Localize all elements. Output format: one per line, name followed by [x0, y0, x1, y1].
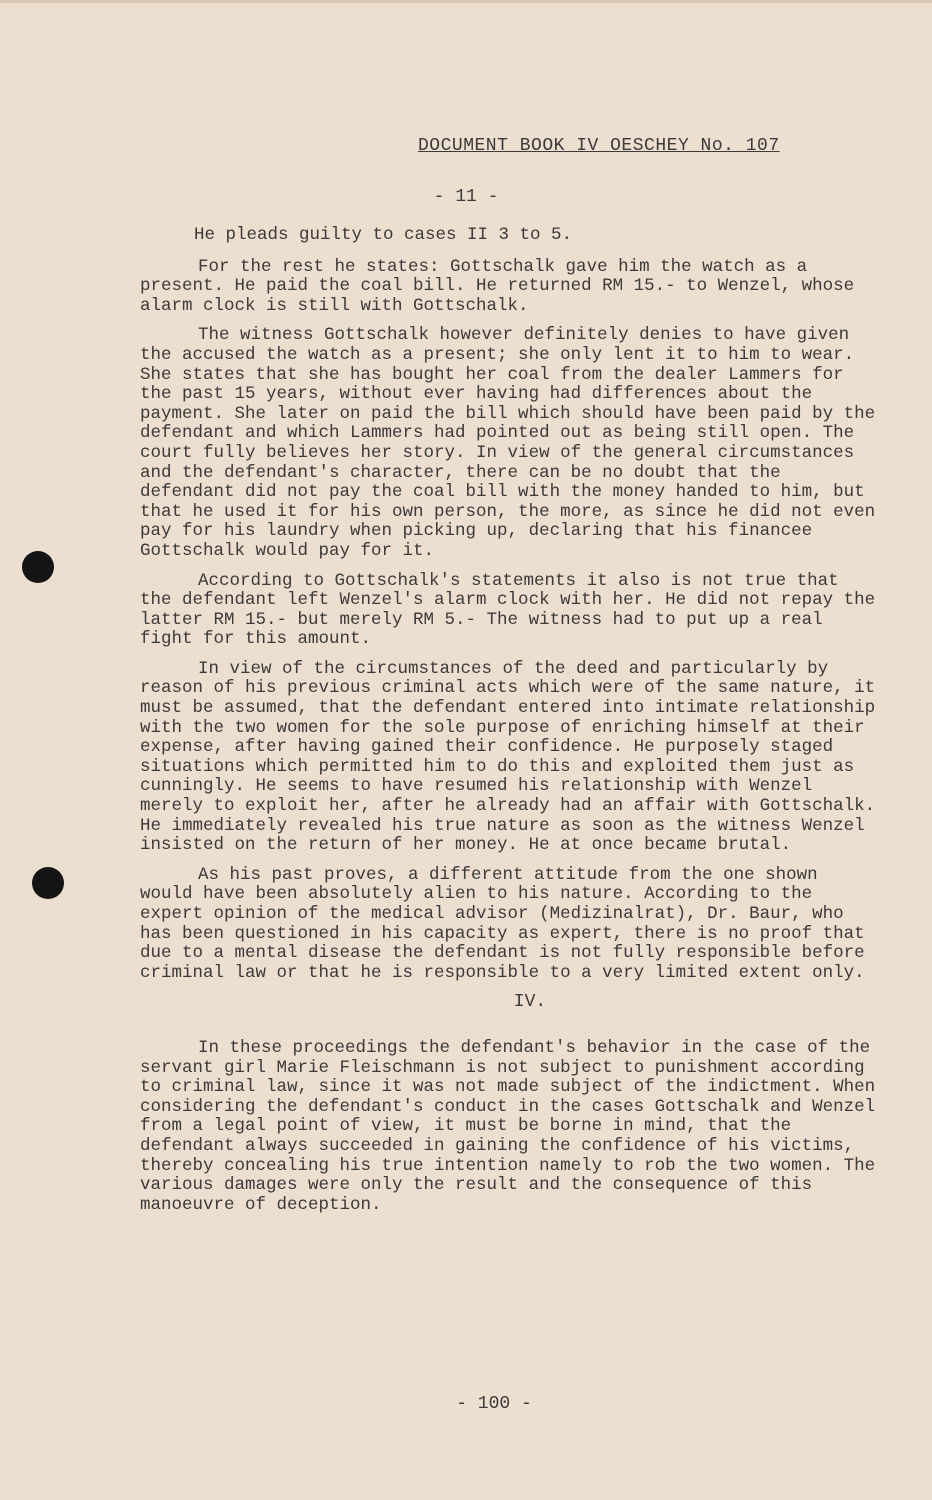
paragraph-proceedings: In these proceedings the defendant's behavior in the case of the servant girl Marie Fleischmann is not subject to punishment according to criminal law, since it was not made subject of the indictment. When considering the defendant's conduct in the cases Gottschalk and Wenzel from a legal point of view, it must be borne in mind, that the defendant always succeeded in gaining the confidence of his victims, thereby concealing his true intention namely to rob the two women. The various damages were only the result and the consequence of this manoeuvre of deception. [140, 1037, 876, 1215]
document-reference: DOCUMENT BOOK IV OESCHEY No. 107 [418, 136, 780, 156]
page-marker: - 11 - [433, 187, 499, 207]
document-body [140, 226, 880, 1225]
paragraph-alarm-clock: According to Gottschalk's statements it also is not true that the defendant left Wenzel's alarm clock with her. He did not repay the latter RM 15.- but merely RM 5.- The witness had to put up a real fight for this amount. [140, 570, 876, 650]
paragraph-plea: He pleads guilty to cases II 3 to 5. [194, 225, 573, 245]
page-number: - 100 - [456, 1394, 532, 1414]
paragraph-circumstances: In view of the circumstances of the deed and particularly by reason of his previous criminal acts which were of the same nature, it must be assumed, that the defendant entered into intimate relationship with the two women for the sole purpose of enriching himself at their expense, after having gained their confidence. He purposely staged situations which permitted him to do this and exploited them just as cunningly. He seems to have resumed his relationship with Wenzel merely to exploit her, after he already had an affair with Gottschalk. He immediately revealed his true nature as soon as the witness Wenzel insisted on the return of her money. He at once became brutal. [140, 658, 876, 856]
page-top-edge [0, 0, 932, 3]
punch-hole-lower [32, 867, 64, 899]
section-heading-iv: IV. [513, 992, 547, 1013]
punch-hole-upper [22, 551, 54, 583]
paragraph-gottschalk-testimony: The witness Gottschalk however definitely denies to have given the accused the watch as a present; she only lent it to him to wear. She states that she has bought her coal from the dealer Lammers for the past 15 years, without ever having had differences about the payment. She later on paid the bill which should have been paid by the defendant and which Lammers had pointed out as being still open. The court fully believes her story. In view of the general circumstances and the defendant's character, there can be no doubt that the defendant did not pay the coal bill with the money handed to him, but that he used it for his own person, the more, as since he did not even pay for his laundry when picking up, declaring that his financee Gottschalk would pay for it. [140, 325, 876, 561]
paragraph-expert-opinion: As his past proves, a different attitude from the one shown would have been absolutely alien to his nature. According to the expert opinion of the medical advisor (Medizinalrat), Dr. Baur, who has been questioned in his capacity as expert, there is no proof that due to a mental disease the defendant is not fully responsible before criminal law or that he is responsible to a very limited extent only. [140, 864, 865, 983]
paragraph-defendant-statement: For the rest he states: Gottschalk gave him the watch as a present. He paid the coal bill. He returned RM 15.- to Wenzel, whose alarm clock is still with Gottschalk. [140, 256, 855, 316]
